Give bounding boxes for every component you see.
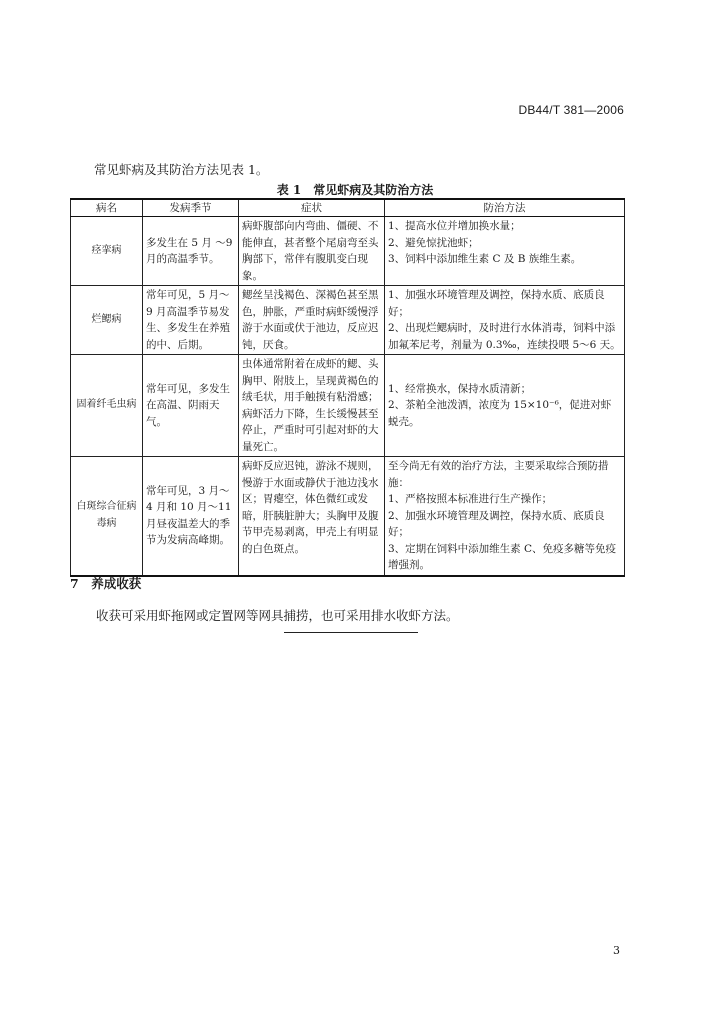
disease-methods [385, 217, 625, 286]
disease-name: 烂鳃病 [71, 286, 143, 355]
table-row [71, 457, 625, 576]
table-row [71, 217, 625, 286]
end-rule-divider [284, 632, 418, 633]
header-symptoms: 症状 [239, 199, 385, 217]
table-caption: 表 1 常见虾病及其防治方法 [276, 183, 434, 197]
method-line: 1、经常换水，保持水质清新； [388, 382, 532, 395]
header-disease-name: 病名 [71, 199, 143, 217]
method-line: 2、避免惊扰池虾； [388, 236, 479, 249]
disease-methods [385, 457, 625, 576]
method-line: 1、提高水位并增加换水量； [388, 220, 521, 232]
disease-season: 多发生在 5 月 ～9 月的高温季节。 [143, 217, 239, 286]
disease-name: 白斑综合征病毒病 [71, 457, 143, 576]
disease-name: 痉挛病 [71, 217, 143, 286]
method-line: 3、饲料中添加维生素 C 及 B 族维生素。 [388, 253, 582, 265]
disease-season: 常年可见，5 月～9 月高温季节易发生、多发生在养殖的中、后期。 [143, 286, 239, 355]
method-line: 2、茶粕全池泼洒，浓度为 15×10⁻⁶，促进对虾蜕壳。 [388, 399, 612, 428]
header-prevention: 防治方法 [385, 199, 625, 217]
disease-symptoms: 鳃丝呈浅褐色、深褐色甚至黑色，肿胀，严重时病虾缓慢浮游于水面或伏于池边，反应迟钝，厌食。 [239, 286, 385, 355]
document-code: DB44/T 381—2006 [518, 103, 624, 117]
method-line: 至今尚无有效的治疗方法，主要采取综合预防措施： [388, 460, 609, 489]
table-header-row [71, 199, 625, 217]
page-number: 3 [613, 944, 620, 957]
method-line: 2、出现烂鳃病时，及时进行水体消毒，饲料中添加氟苯尼考，剂量为 0.3‰，连续投喂 5～6 天。 [388, 322, 621, 351]
header-season: 发病季节 [143, 199, 239, 217]
method-line: 2、加强水环境管理及调控，保持水质、底质良好； [388, 509, 605, 538]
disease-symptoms: 病虾反应迟钝，游泳不规则，慢游于水面或静伏于池边浅水区；胃瘪空，体色微红或发暗，肝胰脏肿大；头胸甲及腹节甲壳易剥离，甲壳上有明显的白色斑点。 [239, 457, 385, 576]
disease-symptoms: 病虾腹部向内弯曲、僵硬、不能伸直，甚者整个尾扇弯至头胸部下，常伴有腹肌变白现象。 [239, 217, 385, 286]
section-body-text: 收获可采用虾拖网或定置网等网具捕捞，也可采用排水收虾方法。 [96, 608, 459, 623]
disease-methods [385, 355, 625, 457]
method-line: 1、加强水环境管理及调控，保持水质、底质良好； [388, 289, 605, 318]
intro-text: 常见虾病及其防治方法见表 1。 [94, 162, 269, 177]
section-heading: 7 养成收获 [70, 576, 142, 591]
method-line: 1、严格按照本标准进行生产操作； [388, 493, 553, 505]
disease-symptoms: 虫体通常附着在成虾的鳃、头胸甲、附肢上，呈现黄褐色的绒毛状，用手触摸有粘滑感；病虾活力下降，生长缓慢甚至停止，严重时可引起对虾的大量死亡。 [239, 355, 385, 457]
table-row [71, 355, 625, 457]
method-line: 3、定期在饲料中添加维生素 C、免疫多糖等免疫增强剂。 [388, 542, 617, 571]
shrimp-disease-table [70, 198, 625, 577]
disease-season: 常年可见，多发生在高温、阴雨天气。 [143, 355, 239, 457]
disease-methods [385, 286, 625, 355]
table-row [71, 286, 625, 355]
disease-name: 固着纤毛虫病 [71, 355, 143, 457]
disease-season: 常年可见，3 月～4 月和 10 月～11 月昼夜温差大的季节为发病高峰期。 [143, 457, 239, 576]
